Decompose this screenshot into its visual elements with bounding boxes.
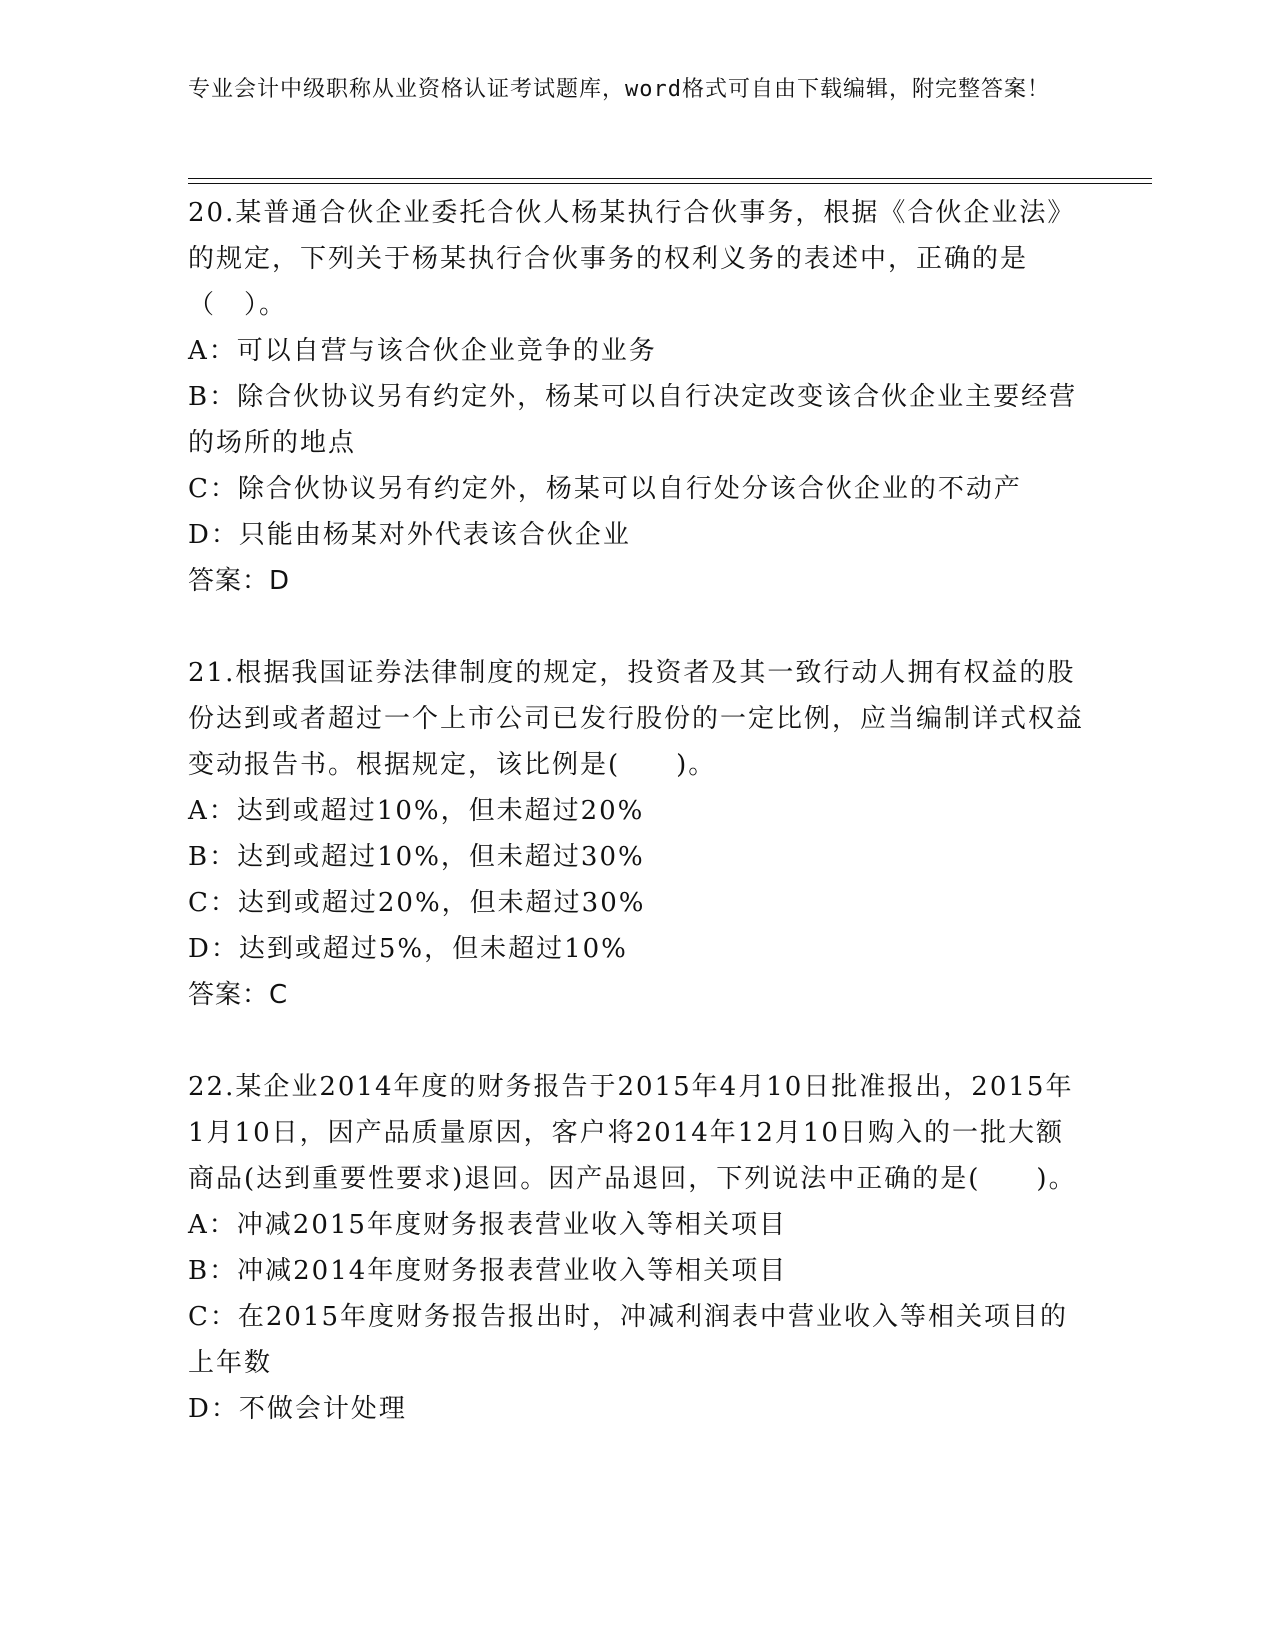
answer: 答案：D <box>188 566 291 596</box>
question-text: 22.某企业2014年度的财务报告于2015年4月10日批准报出，2015年1月10日，因产品质量原因，客户将2014年12月10日购入的一批大额商品(达到重要性要求)退回。因产品退回，下列说法中正确的是( )。 <box>188 1072 1077 1194</box>
page-header <box>188 74 1068 105</box>
question-spacer <box>188 1018 1088 1064</box>
option-d: D：不做会计处理 <box>188 1394 407 1424</box>
option-b: B：冲减2014年度财务报表营业收入等相关项目 <box>188 1256 788 1286</box>
question-22 <box>188 1064 1088 1432</box>
header-text: 专业会计中级职称从业资格认证考试题库，word格式可自由下载编辑，附完整答案！ <box>188 77 1050 102</box>
header-divider <box>188 178 1152 179</box>
option-b: B：除合伙协议另有约定外，杨某可以自行决定改变该合伙企业主要经营的场所的地点 <box>188 382 1078 458</box>
option-b: B：达到或超过10%，但未超过30% <box>188 842 645 872</box>
option-c: C：除合伙协议另有约定外，杨某可以自行处分该合伙企业的不动产 <box>188 474 1022 504</box>
question-20 <box>188 190 1088 604</box>
question-text: 21.根据我国证券法律制度的规定，投资者及其一致行动人拥有权益的股份达到或者超过一个上市公司已发行股份的一定比例，应当编制详式权益变动报告书。根据规定，该比例是( )。 <box>188 658 1085 780</box>
option-c: C：达到或超过20%，但未超过30% <box>188 888 646 918</box>
option-c: C：在2015年度财务报告报出时，冲减利润表中营业收入等相关项目的上年数 <box>188 1302 1069 1378</box>
question-spacer <box>188 604 1088 650</box>
option-d: D：达到或超过5%，但未超过10% <box>188 934 628 964</box>
option-a: A：可以自营与该合伙企业竞争的业务 <box>188 336 657 366</box>
option-d: D：只能由杨某对外代表该合伙企业 <box>188 520 631 550</box>
question-text: 20.某普通合伙企业委托合伙人杨某执行合伙事务，根据《合伙企业法》的规定，下列关于杨某执行合伙事务的权利义务的表述中，正确的是（ ）。 <box>188 198 1076 320</box>
question-list <box>188 190 1088 1432</box>
answer: 答案：C <box>188 980 289 1010</box>
option-a: A：冲减2015年度财务报表营业收入等相关项目 <box>188 1210 787 1240</box>
header-divider-second <box>188 183 1152 184</box>
question-21 <box>188 650 1088 1018</box>
option-a: A：达到或超过10%，但未超过20% <box>188 796 645 826</box>
